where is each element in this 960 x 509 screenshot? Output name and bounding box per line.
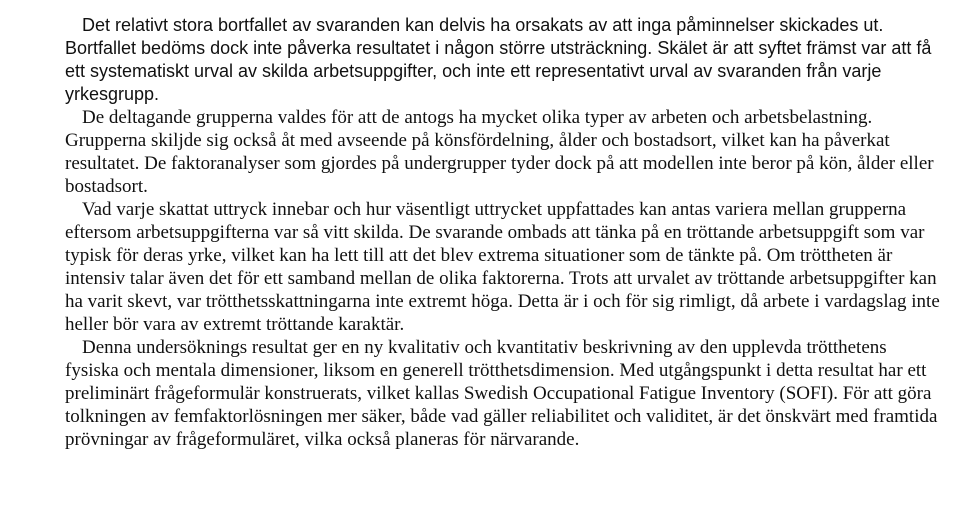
paragraph-ratings: Vad varje skattat uttryck innebar och hur väsentligt uttrycket uppfattades kan antas variera mellan grupperna eftersom arbetsuppgifterna var så vitt skilda. De svarande ombads att tänka på en tröttande arbetsuppgift som var typisk för deras yrke, vilket kan ha lett till att det blev extrema situationer som de tänkte på. Om tröttheten är intensiv talar även det för ett samband mellan de olika faktorerna. Trots att urvalet av tröttande arbetsuppgifter kan ha varit skevt, var trötthetsskattningarna inte extremt höga. Detta är i och för sig rimligt, då arbete i vardagslag inte heller bör vara av extremt tröttande karaktär. xyxy=(65,199,940,335)
paragraph-conclusion: Denna undersöknings resultat ger en ny kvalitativ och kvantitativ beskrivning av den upplevda trötthetens fysiska och mentala dimensioner, liksom en generell trötthetsdimension. Med utgångspunkt i detta resultat har ett preliminärt frågeformulär konstruerats, vilket kallas Swedish Occupational Fatigue Inventory (SOFI). För att göra tolkningen av femfaktorlösningen mer säker, både vad gäller reliabilitet och validitet, är det önskvärt med framtida prövningar av frågeformuläret, vilka också planeras för närvarande. xyxy=(65,337,938,450)
paragraph-groups: De deltagande grupperna valdes för att de antogs ha mycket olika typer av arbeten och arbetsbelastning. Grupperna skiljde sig också åt med avseende på könsfördelning, ålder och bostadsort, vilket kan ha påverkat resultatet. De faktoranalyser som gjordes på undergrupper tyder dock på att modellen inte beror på kön, ålder eller bostadsort. xyxy=(65,107,934,197)
document-page xyxy=(65,14,945,451)
paragraph-dropout: Det relativt stora bortfallet av svaranden kan delvis ha orsakats av att inga påminnelser skickades ut. Bortfallet bedöms dock inte påverka resultatet i någon större utsträckning. Skälet är att syftet främst var att få ett systematiskt urval av skilda arbetsuppgifter, och inte ett representativt urval av svaranden från varje yrkesgrupp. xyxy=(65,15,932,104)
